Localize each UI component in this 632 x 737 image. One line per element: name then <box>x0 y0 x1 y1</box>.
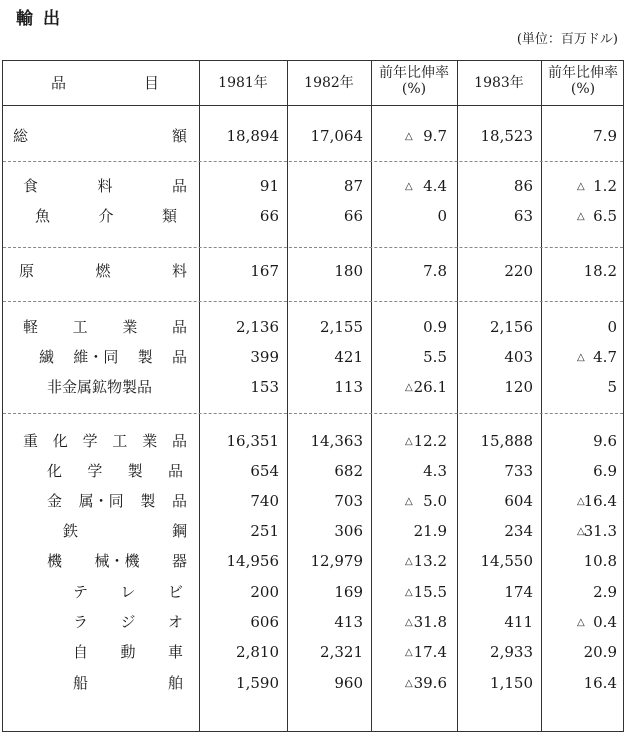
cell-y1981: 654 <box>250 462 279 480</box>
row-label-part: 化 <box>47 462 63 480</box>
cell-y1983: 604 <box>504 492 533 510</box>
row-label-part: 鉄 <box>63 522 79 540</box>
row-label-part: 魚 <box>35 207 51 225</box>
cell-g2: 16.4 <box>583 674 617 692</box>
row-label <box>47 551 187 571</box>
cell-y1981: 399 <box>250 348 279 366</box>
cell-g1: 21.9 <box>413 522 447 540</box>
cell-g1: 13.2 <box>413 552 447 570</box>
decrease-marker: △ <box>405 382 413 393</box>
decrease-marker: △ <box>405 647 413 658</box>
row-label-part: ジ <box>120 613 136 631</box>
row-label-part: レ <box>120 583 136 601</box>
cell-y1982: 87 <box>343 177 363 195</box>
cell-y1983: 2,156 <box>490 318 533 336</box>
export-table <box>2 60 624 732</box>
row-label-part: 製 <box>140 492 156 510</box>
section-rule <box>3 413 623 414</box>
row-label-part: 品 <box>171 318 187 336</box>
row-label-part: オ <box>167 613 183 631</box>
row-label-part: ラ <box>73 613 89 631</box>
row-label-part: 燃 <box>95 262 111 280</box>
cell-y1983: 15,888 <box>480 432 533 450</box>
decrease-marker: △ <box>405 617 413 628</box>
row-label-part: 動 <box>120 643 136 661</box>
row-label-part: 製 <box>127 462 143 480</box>
cell-y1981: 153 <box>250 378 279 396</box>
decrease-marker: △ <box>405 678 413 689</box>
row-label-part: 械・機 <box>94 552 140 570</box>
row-label-part: 料 <box>171 262 187 280</box>
row-label-part: 器 <box>171 552 187 570</box>
row-label-part: 品 <box>171 492 187 510</box>
decrease-marker: △ <box>577 496 585 507</box>
row-label-part: 原 <box>19 262 35 280</box>
row-label-part: 業 <box>122 318 138 336</box>
cell-g1: 0 <box>437 207 447 225</box>
section-rule <box>3 161 623 162</box>
cell-g2: 1.2 <box>593 177 617 195</box>
header-growth-1-line2: (%) <box>401 81 427 97</box>
cell-y1983: 234 <box>504 522 533 540</box>
decrease-marker: △ <box>405 496 413 507</box>
cell-y1982: 66 <box>343 207 363 225</box>
cell-y1982: 682 <box>334 462 363 480</box>
cell-g1: 4.4 <box>423 177 447 195</box>
cell-g2: 4.7 <box>593 348 617 366</box>
cell-g1: 5.5 <box>423 348 447 366</box>
decrease-marker: △ <box>577 352 585 363</box>
cell-y1983: 1,150 <box>490 674 533 692</box>
cell-y1981: 14,956 <box>226 552 279 570</box>
cell-g1: 7.8 <box>423 262 447 280</box>
cell-y1982: 703 <box>334 492 363 510</box>
cell-g1: 12.2 <box>413 432 447 450</box>
cell-g2: 7.9 <box>593 127 617 145</box>
cell-g2: 0.4 <box>593 613 617 631</box>
cell-y1983: 86 <box>513 177 533 195</box>
row-label-part: 自 <box>73 643 89 661</box>
cell-y1981: 200 <box>250 583 279 601</box>
row-label <box>47 491 187 511</box>
row-label-part: 品 <box>171 177 187 195</box>
row-label-part: 額 <box>171 127 187 145</box>
cell-y1981: 167 <box>250 262 279 280</box>
row-label-part: 食 <box>23 177 39 195</box>
cell-y1981: 251 <box>250 522 279 540</box>
cell-y1983: 14,550 <box>480 552 533 570</box>
header-rule <box>3 105 623 106</box>
cell-y1981: 66 <box>259 207 279 225</box>
decrease-marker: △ <box>577 211 585 222</box>
row-label-part: 機 <box>47 552 63 570</box>
row-label-part: 工 <box>72 318 88 336</box>
cell-g2: 0 <box>607 318 617 336</box>
header-growth-2 <box>541 65 625 97</box>
cell-g1: 31.8 <box>413 613 447 631</box>
cell-g1: 0.9 <box>423 318 447 336</box>
row-label-part: 舶 <box>167 674 183 692</box>
cell-y1983: 220 <box>504 262 533 280</box>
cell-g1: 39.6 <box>413 674 447 692</box>
header-1981: 1981年 <box>218 75 268 91</box>
cell-g2: 2.9 <box>593 583 617 601</box>
row-label-part: 繊 <box>39 348 55 366</box>
cell-y1981: 16,351 <box>226 432 279 450</box>
row-label-part: 品 <box>171 348 187 366</box>
cell-y1982: 12,979 <box>310 552 363 570</box>
cell-y1982: 14,363 <box>310 432 363 450</box>
cell-y1983: 174 <box>504 583 533 601</box>
row-label-part: 総 <box>13 127 29 145</box>
row-label-part: 料 <box>97 177 113 195</box>
row-label <box>23 176 187 196</box>
cell-g1: 5.0 <box>423 492 447 510</box>
unit-note: (単位：百万ドル) <box>516 32 618 47</box>
row-label <box>63 521 187 541</box>
row-label <box>73 673 183 693</box>
row-label <box>73 582 183 602</box>
section-rule <box>3 301 623 302</box>
cell-y1981: 740 <box>250 492 279 510</box>
row-label <box>23 317 187 337</box>
cell-y1982: 113 <box>334 378 363 396</box>
cell-g1: 17.4 <box>413 643 447 661</box>
row-label <box>13 126 187 146</box>
cell-y1983: 2,933 <box>490 643 533 661</box>
header-1982: 1982年 <box>304 75 354 91</box>
row-label-part: 学 <box>82 432 98 450</box>
row-label-part: 鋼 <box>171 522 187 540</box>
row-label-part: 維・同 <box>73 348 119 366</box>
cell-y1983: 403 <box>504 348 533 366</box>
cell-g2: 18.2 <box>583 262 617 280</box>
cell-y1983: 411 <box>504 613 533 631</box>
cell-g1: 15.5 <box>413 583 447 601</box>
cell-y1981: 2,136 <box>236 318 279 336</box>
header-growth-2-line1: 前年比伸率 <box>548 65 618 81</box>
cell-g1: 9.7 <box>423 127 447 145</box>
row-label <box>73 642 183 662</box>
decrease-marker: △ <box>405 436 413 447</box>
row-label-part: 非金属鉱物製品 <box>47 378 153 396</box>
decrease-marker: △ <box>577 526 585 537</box>
header-item <box>3 71 199 95</box>
cell-g2: 16.4 <box>583 492 617 510</box>
row-label-part: 軽 <box>23 318 39 336</box>
decrease-marker: △ <box>405 181 413 192</box>
row-label-part: 車 <box>167 643 183 661</box>
row-label-part: 重 <box>23 432 39 450</box>
section-rule <box>3 247 623 248</box>
header-1983: 1983年 <box>474 75 524 91</box>
cell-y1982: 2,155 <box>320 318 363 336</box>
cell-g1: 4.3 <box>423 462 447 480</box>
row-label <box>35 206 177 226</box>
page-title: 輸出 <box>16 9 70 29</box>
cell-y1981: 1,590 <box>236 674 279 692</box>
cell-y1982: 2,321 <box>320 643 363 661</box>
cell-y1982: 413 <box>334 613 363 631</box>
cell-y1982: 17,064 <box>310 127 363 145</box>
decrease-marker: △ <box>577 181 585 192</box>
cell-y1982: 960 <box>334 674 363 692</box>
decrease-marker: △ <box>405 587 413 598</box>
header-growth-2-line2: (%) <box>570 81 596 97</box>
cell-g2: 20.9 <box>583 643 617 661</box>
cell-g2: 6.9 <box>593 462 617 480</box>
row-label-part: 品 <box>167 462 183 480</box>
cell-y1983: 63 <box>513 207 533 225</box>
row-label-part: 工 <box>112 432 128 450</box>
cell-y1981: 91 <box>259 177 279 195</box>
cell-g2: 5 <box>607 378 617 396</box>
cell-g1: 26.1 <box>413 378 447 396</box>
row-label-part: 学 <box>87 462 103 480</box>
row-label-part: 属・同 <box>78 492 124 510</box>
row-label-part: 船 <box>73 674 89 692</box>
cell-y1981: 18,894 <box>226 127 279 145</box>
cell-g2: 6.5 <box>593 207 617 225</box>
decrease-marker: △ <box>405 131 413 142</box>
cell-y1982: 306 <box>334 522 363 540</box>
cell-y1982: 180 <box>334 262 363 280</box>
cell-y1982: 421 <box>334 348 363 366</box>
row-label <box>19 261 187 281</box>
header-growth-1-line1: 前年比伸率 <box>379 65 449 81</box>
row-label-part: 品 <box>171 432 187 450</box>
row-label-part: 類 <box>161 207 177 225</box>
cell-y1983: 733 <box>504 462 533 480</box>
row-label <box>39 347 187 367</box>
row-label-part: 製 <box>137 348 153 366</box>
row-label <box>73 612 183 632</box>
cell-y1983: 18,523 <box>480 127 533 145</box>
row-label <box>47 377 187 397</box>
cell-y1981: 606 <box>250 613 279 631</box>
row-label-part: 化 <box>52 432 68 450</box>
row-label-part: 金 <box>47 492 63 510</box>
row-label <box>23 431 187 451</box>
row-label <box>47 461 183 481</box>
row-label-part: 介 <box>98 207 114 225</box>
cell-g2: 9.6 <box>593 432 617 450</box>
header-growth-1 <box>371 65 457 97</box>
row-label-part: ビ <box>167 583 183 601</box>
cell-y1981: 2,810 <box>236 643 279 661</box>
cell-g2: 31.3 <box>583 522 617 540</box>
cell-y1983: 120 <box>504 378 533 396</box>
header-item-char: 品 <box>51 74 67 92</box>
header-item-char: 目 <box>143 74 159 92</box>
row-label-part: 業 <box>142 432 158 450</box>
decrease-marker: △ <box>405 556 413 567</box>
cell-g2: 10.8 <box>583 552 617 570</box>
decrease-marker: △ <box>577 617 585 628</box>
row-label-part: テ <box>73 583 89 601</box>
cell-y1982: 169 <box>334 583 363 601</box>
